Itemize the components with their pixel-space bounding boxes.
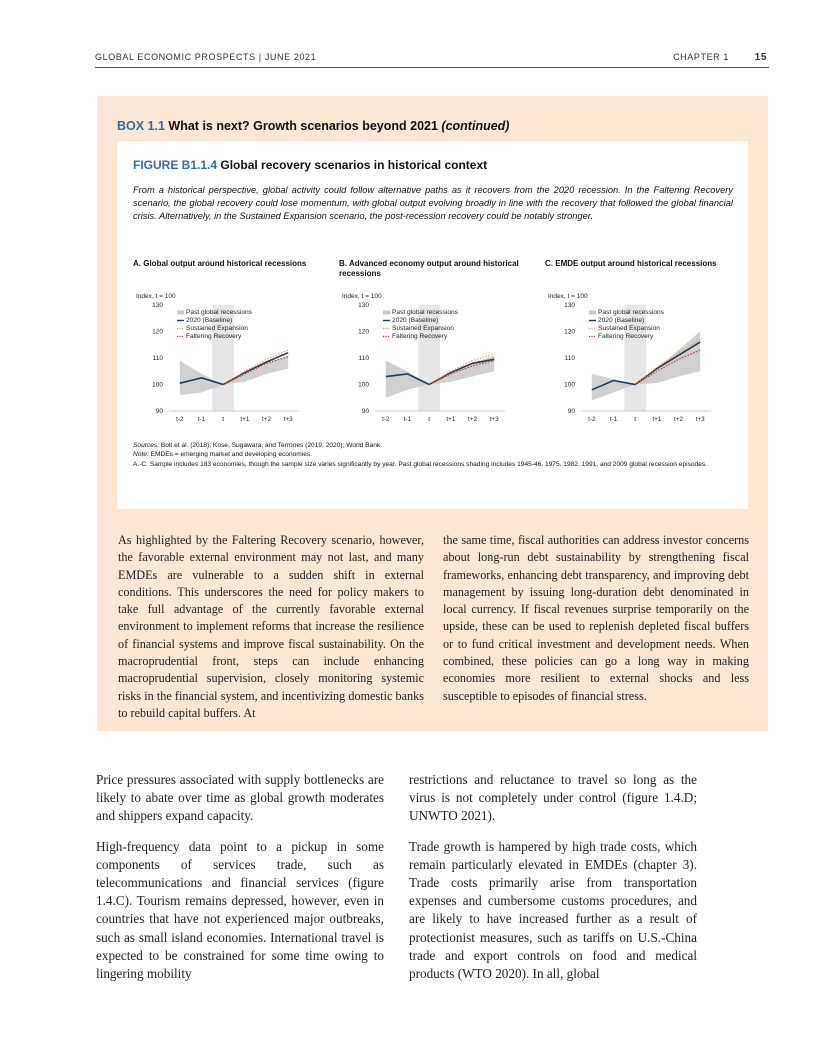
- chart-c-x-tick-label: t-1: [609, 416, 618, 423]
- chart-a-y-tick-label: 130: [152, 302, 163, 310]
- body-paragraph: Price pressures associated with supply bottlenecks are likely to abate over time as global growth moderates and shippers expand capacity.: [96, 772, 384, 824]
- figure-title: [133, 158, 487, 172]
- chart-b-y-tick-label: 90: [361, 408, 369, 416]
- body-column-left: [96, 771, 384, 995]
- running-header: [95, 52, 769, 66]
- chart-c-y-tick-label: 120: [564, 328, 575, 336]
- chart-c-y-tick-label: 100: [564, 381, 575, 389]
- chart-a-x-tick-label: t+2: [262, 416, 271, 423]
- note-ac: A.-C. Sample includes 183 economies, though the sample size varies significantly by year. Past global recessions shading includes 1945-46, 1975, 1982, 1991, and 2009 global recession episodes.: [133, 460, 708, 468]
- chart-b-title-text: Advanced economy output around historical recessions: [339, 259, 519, 278]
- chart-a-y-tick-label: 120: [152, 328, 163, 336]
- chart-a-y-axis-label: Index, t = 100: [136, 293, 176, 300]
- chart-c-svg: [545, 259, 745, 429]
- chart-c-legend-label: Past global recessions: [598, 309, 664, 316]
- chart-a-legend-label: 2020 (Baseline): [186, 317, 233, 324]
- chart-a: [133, 259, 333, 429]
- chart-c-y-axis-label: Index, t = 100: [548, 293, 588, 300]
- chart-a-x-tick-label: t+1: [240, 416, 250, 423]
- chart-c-y-tick-label: 110: [564, 355, 575, 363]
- chart-a-x-tick-label: t+3: [283, 416, 293, 423]
- chart-b-legend-label: Past global recessions: [392, 309, 458, 316]
- box-title-text: What is next? Growth scenarios beyond 2021: [168, 119, 438, 133]
- chart-b-legend-label: 2020 (Baseline): [392, 317, 439, 324]
- sources-text: Bolt et al. (2018); Kose, Sugawara, and Terrones (2019, 2020); World Bank.: [160, 442, 383, 449]
- chart-b: [339, 259, 539, 429]
- sources-line: [133, 441, 733, 450]
- body-paragraph: High-frequency data point to a pickup in some components of services trade, such as telecommunications and financial services (figure 1.4.C). Tourism remains depressed, however, even in countries that have not experienced major outbreaks, such as small island economies. International travel is expected to be constrained for some time owing to lingering mobility: [96, 838, 384, 982]
- body-paragraph: restrictions and reluctance to travel so long as the virus is not completely under control (figure 1.4.D; UNWTO 2021).: [409, 772, 697, 824]
- box-1-1: [97, 96, 768, 731]
- chart-a-legend-label: Faltering Recovery: [186, 333, 242, 340]
- body-paragraph: Trade growth is hampered by high trade costs, which remain particularly elevated in EMDEs (chapter 3). Trade costs primarily arise from transportation expenses and cumbersome customs procedures, and are likely to have increased further as a result of protectionist measures, such as tariffs on U.S.-China trade and export controls on food and medical products (WTO 2020). In all, global: [409, 838, 697, 982]
- header-rule: [95, 67, 769, 68]
- box-column-right: the same time, fiscal authorities can address investor concerns about long-run debt sustainability by strengthening fiscal frameworks, enhancing debt transparency, and improving debt management by issuing long-duration debt denominated in local currency. If fiscal revenues surprise temporarily on the upside, these can be used to replenish depleted fiscal buffers or to fund critical investment and development needs. When combined, these policies can go a long way in making economies more resilient to external shocks and less susceptible to episodes of financial stress.: [443, 533, 749, 703]
- chart-a-y-tick-label: 90: [155, 408, 163, 416]
- chart-c-x-tick-label: t+3: [695, 416, 705, 423]
- running-title: GLOBAL ECONOMIC PROSPECTS | JUNE 2021: [95, 52, 317, 62]
- chart-b-x-tick-label: t-2: [382, 416, 390, 423]
- chart-b-legend-label: Faltering Recovery: [392, 333, 448, 340]
- chart-c: [545, 259, 745, 429]
- box-number: BOX 1.1: [117, 119, 165, 133]
- chart-a-legend-label: Past global recessions: [186, 309, 252, 316]
- figure-number: FIGURE B1.1.4: [133, 158, 218, 172]
- chart-b-legend-label: Sustained Expansion: [392, 325, 454, 332]
- chart-a-y-tick-label: 100: [152, 381, 163, 389]
- chart-c-legend-label: 2020 (Baseline): [598, 317, 645, 324]
- chart-c-legend-swatch: [589, 311, 596, 315]
- chart-c-title-text: EMDE output around historical recessions: [555, 259, 717, 268]
- chart-a-y-tick-label: 110: [152, 355, 163, 363]
- chart-a-x-tick-label: t-2: [176, 416, 184, 423]
- chart-a-title-text: Global output around historical recessions: [143, 259, 307, 268]
- box-title: [117, 119, 509, 133]
- page-number: 15: [754, 52, 767, 63]
- chart-c-y-tick-label: 130: [564, 302, 575, 310]
- chart-c-x-tick-label: t+2: [674, 416, 683, 423]
- chart-a-panel-letter: A.: [133, 259, 141, 268]
- chart-b-panel-letter: B.: [339, 259, 347, 268]
- chart-a-svg: [133, 259, 333, 429]
- chart-b-x-tick-label: t+3: [489, 416, 499, 423]
- chart-b-y-tick-label: 130: [358, 302, 369, 310]
- box-continued: (continued): [441, 119, 510, 133]
- chart-b-y-axis-label: Index, t = 100: [342, 293, 382, 300]
- chart-b-x-tick-label: t+1: [446, 416, 456, 423]
- chart-b-y-tick-label: 120: [358, 328, 369, 336]
- chart-b-svg: [339, 259, 539, 429]
- figure-sources: [133, 441, 733, 469]
- chart-a-x-tick-label: t-1: [197, 416, 206, 423]
- chart-b-x-tick-label: t: [428, 416, 431, 423]
- note-line: [133, 450, 733, 459]
- body-column-right: [409, 771, 697, 995]
- chart-c-panel-letter: C.: [545, 259, 553, 268]
- chart-c-x-tick-label: t-2: [588, 416, 596, 423]
- chart-a-legend-swatch: [177, 311, 184, 315]
- chart-b-x-tick-label: t-1: [403, 416, 412, 423]
- chart-c-x-tick-label: t+1: [652, 416, 662, 423]
- chart-c-y-tick-label: 90: [567, 408, 575, 416]
- chart-c-legend-label: Faltering Recovery: [598, 333, 654, 340]
- figure-panel: [117, 141, 748, 509]
- box-column-left: As highlighted by the Faltering Recovery scenario, however, the favorable external environment may not last, and many EMDEs are vulnerable to a sudden shift in external conditions. This underscores the need for policy makers to take full advantage of the currently favorable external environment to implement reforms that increase the resilience of financial systems and improve fiscal sustainability. On the macroprudential front, steps can include enhancing macroprudential supervision, closely monitoring systemic risks in the financial system, and incentivizing domestic banks to rebuild capital buffers. At: [118, 533, 424, 720]
- chart-b-y-tick-label: 110: [358, 355, 369, 363]
- figure-description: From a historical perspective, global activity could follow alternative paths as it recovers from the 2020 recession. In the Faltering Recovery scenario, the global recovery could lose momentum, with global output evolving broadly in line with the recovery that followed the global financial crisis. Alternatively, in the Sustained Expansion scenario, the post-recession recovery could be notably stronger.: [133, 185, 733, 222]
- note-label: Note:: [133, 451, 149, 459]
- chart-c-legend-label: Sustained Expansion: [598, 325, 660, 332]
- chart-a-legend-label: Sustained Expansion: [186, 325, 248, 332]
- chart-c-x-tick-label: t: [634, 416, 637, 423]
- chart-b-legend-swatch: [383, 311, 390, 315]
- chart-b-x-tick-label: t+2: [468, 416, 477, 423]
- chapter-label: CHAPTER 1: [673, 52, 729, 62]
- figure-title-text: Global recovery scenarios in historical context: [220, 158, 488, 172]
- note-text: EMDEs = emerging market and developing economies.: [150, 451, 313, 459]
- sources-label: Sources:: [133, 442, 160, 449]
- chart-b-y-tick-label: 100: [358, 381, 369, 389]
- chart-a-x-tick-label: t: [222, 416, 225, 423]
